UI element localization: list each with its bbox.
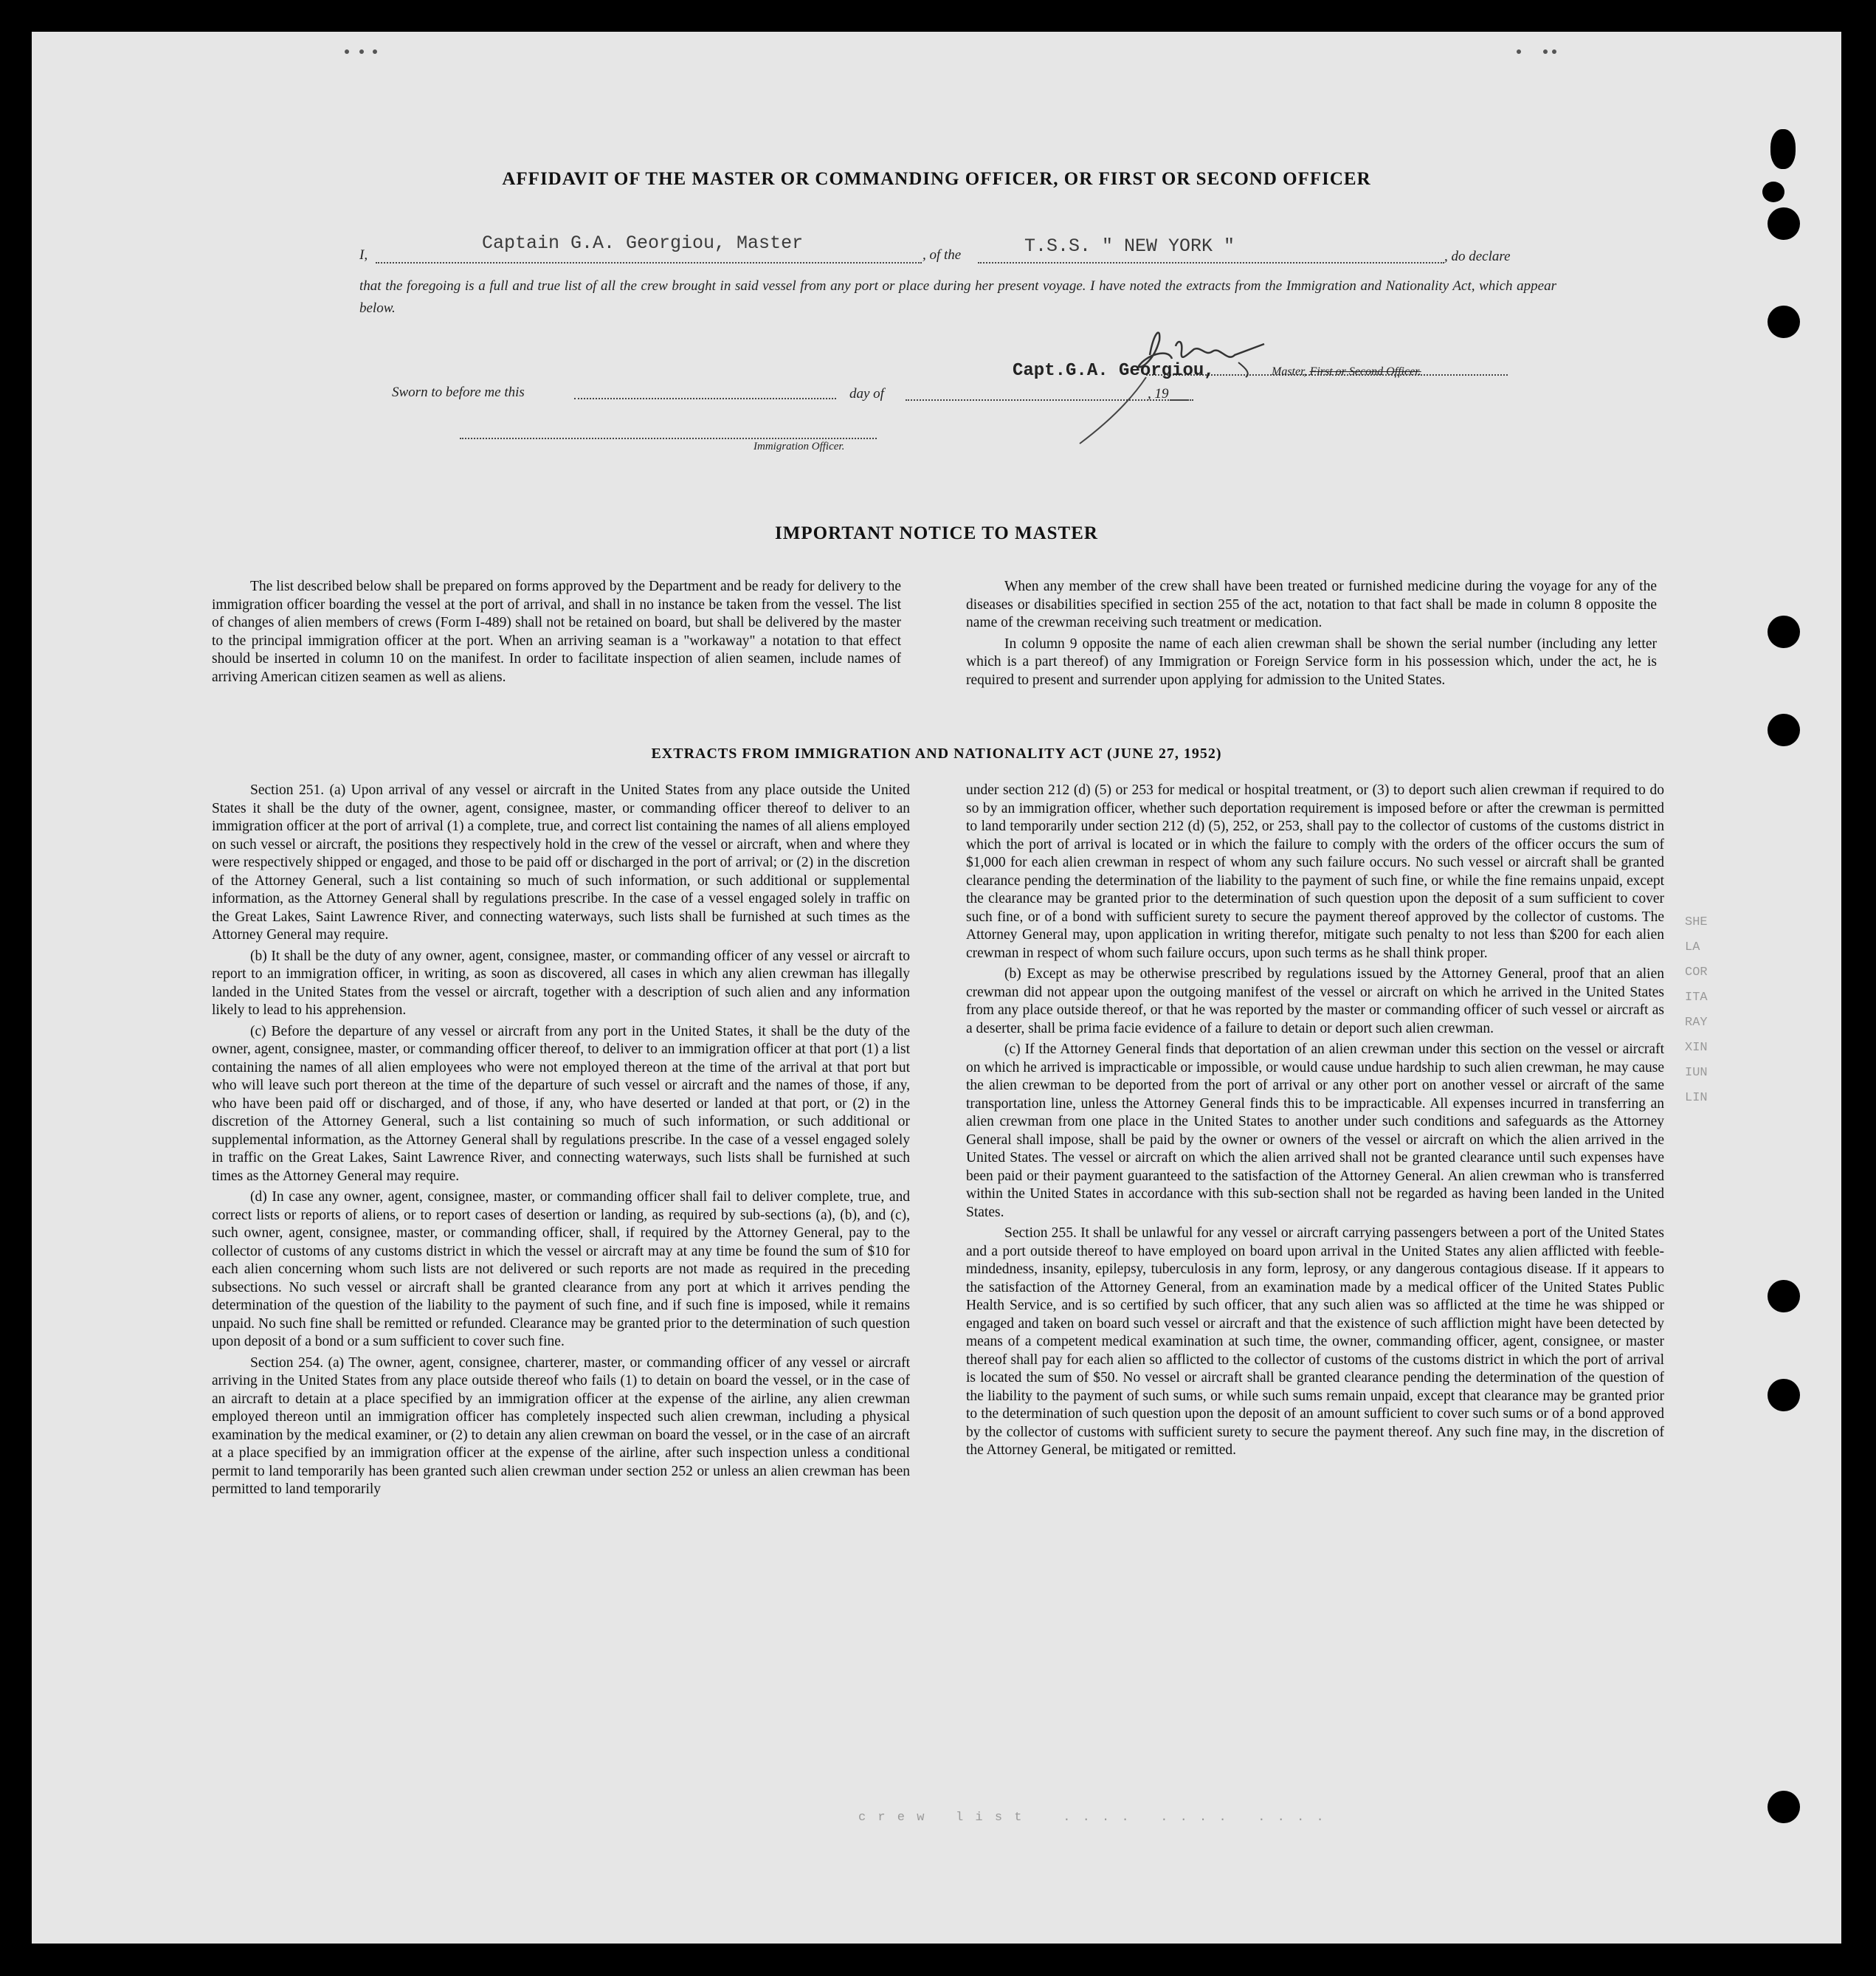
signed-name: Capt.G.A. Georgiou, — [1013, 361, 1215, 381]
notice-left-column — [212, 578, 901, 689]
scan-mark — [359, 49, 364, 54]
notice-paragraph: The list described below shall be prepared on forms approved by the Department and be ready for delivery to the immigration officer boarding the vessel at the port of arrival, and shall in no instance be taken from the vessel. The list of changes of alien members of crews (Form I-489) shall not be retained on board, but shall be delivered by the master to the principal immigration officer at the port. When an arriving seaman is a "workaway" a notation to that effect should be inserted in column 10 on the manifest. In order to facilitate inspection of alien seamen, include names of arriving American citizen seamen as well as aliens. — [212, 579, 901, 685]
extracts-left-column — [212, 782, 910, 1502]
sworn-label: Sworn to before me this — [392, 385, 525, 400]
of-the-label: , of the — [923, 247, 962, 263]
affidavit-i: I, — [359, 247, 368, 263]
notice-paragraph: In column 9 opposite the name of each alien crewman shall be shown the serial number (including any letter which is a part thereof) of any Immigration or Foreign Service form in his possession which, under the act, he is required to present and surrender upon applying for admission to the United States. — [966, 636, 1657, 688]
vessel-dotline — [978, 262, 1444, 264]
section-paragraph: (b) Except as may be otherwise prescribed by regulations issued by the Attorney General, proof that an alien crewman did not appear upon the outgoing manifest of the vessel or aircraft on which he arrived in the United States from any place outside thereof, or that he was reported by the master or commanding officer of such vessel or aircraft as a deserter, shall be prima facie evidence of a failure to detain or deport such alien crewman. — [966, 966, 1664, 1036]
extracts-heading: EXTRACTS FROM IMMIGRATION AND NATIONALITY ACT (JUNE 27, 1952) — [651, 746, 1222, 762]
document-page — [32, 32, 1841, 1944]
punch-hole — [1768, 616, 1800, 648]
section-paragraph: (c) Before the departure of any vessel or aircraft from any port in the United States, it shall be the duty of the owner, agent, consignee, master, or commanding officer thereof, to deliver to an immigration officer at that port (1) a list containing the names of all alien employees who were not employed thereon at the time of the arrival at that port but who will leave such port thereon at the time of the departure of such vessel or aircraft and the names of those, if any, who have been paid off or discharged, and of those, if any, who have deserted or landed at that port, or (2) in the discretion of the Attorney General, such a list containing so much of such information, or such additional or supplemental information, as the Attorney General shall by regulations prescribe. In the case of a vessel engaged solely in traffic on the Great Lakes, Saint Lawrence River, and connecting waterways, such lists shall be furnished at such times as the Attorney General may require. — [212, 1023, 910, 1184]
officer-dotline — [460, 438, 877, 439]
section-paragraph: (b) It shall be the duty of any owner, agent, consignee, master, or commanding officer of any vessel or aircraft to report to an immigration officer, in writing, as soon as discovered, all cases in which any alien crewman has illegally landed in the United States from the vessel or aircraft, together with a description of such alien and any information likely to lead to his apprehension. — [212, 948, 910, 1018]
section-paragraph: under section 212 (d) (5) or 253 for medical or hospital treatment, or (3) to deport such alien crewman if required to do so by an immigration officer, whether such deportation requirement is imposed before or after the crewman is permitted to land temporarily under section 212 (d) (5), 252, or 253, shall pay to the collector of customs of the customs district in which the port of arrival is located or in which the failure to comply with the orders of the officer occurs the sum of $1,000 for each alien crewman in respect of whom any such failure occurs. No such vessel or aircraft shall be granted clearance pending the determination of the liability to the payment of such fine, or while the fine remains unpaid, except the clearance may be granted prior to the determination of such question upon the deposit of a sum sufficient to cover such fine, or of a bond with sufficient surety to secure the payment thereof approved by the collector of customs. The Attorney General may, upon application in writing therefor, mitigate such penalty to not less than $200 for each alien crewman in respect of whom such failure occurs, upon such terms as he shall think proper. — [966, 782, 1664, 961]
declaration-text: that the foregoing is a full and true list of all the crew brought in said vessel from any port or place during her present voyage. I have noted the extracts from the Immigration and Nationality Act, which appear below. — [359, 278, 1556, 316]
vessel-name: T.S.S. " NEW YORK " — [1024, 235, 1235, 257]
scan-mark — [373, 49, 377, 54]
immigration-officer-label: Immigration Officer. — [753, 441, 845, 452]
handwritten-signature — [1050, 311, 1286, 458]
punch-hole — [1768, 1791, 1800, 1823]
punch-hole — [1768, 306, 1800, 338]
punch-hole — [1770, 129, 1796, 169]
scan-mark — [345, 49, 349, 54]
year-prefix: , 19 — [1148, 386, 1169, 402]
master-title: Master, — [1272, 365, 1307, 378]
section-paragraph: Section 254. (a) The owner, agent, consignee, charterer, master, or commanding officer of any vessel or aircraft arriving in the United States from any place outside thereof who fails (1) to detain on board the vessel, or in the case of an aircraft to detain at a place specified by an immigration officer at the expense of the airline, any alien crewman employed thereon until an immigration officer has completely inspected such alien crewman, including a physical examination by the medical examiner, or (2) to detain any alien crewman on board the vessel, or in the case of an aircraft at a place specified by an immigration officer at the expense of the airline, after such inspection unless a conditional permit to land temporarily has been granted such alien crewman under section 252 or unless an alien crewman has been permitted to land temporarily — [212, 1354, 910, 1497]
sworn-dotline — [574, 398, 836, 399]
section-paragraph: Section 251. (a) Upon arrival of any vessel or aircraft in the United States from any place outside the United States it shall be the duty of the owner, agent, consignee, master, or commanding officer thereof to deliver to an immigration officer at the port of arrival (1) a complete, true, and correct list containing the names of all aliens employed on such vessel or aircraft, the positions they respectively hold in the crew of the vessel or aircraft, when and where they were respectively shipped or engaged, and those to be paid off or discharged in the port of arrival; or (2) in the discretion of the Attorney General, such a list containing so much of such information, or such additional or supplemental information, as the Attorney General shall by regulations prescribe. In the case of a vessel engaged solely in traffic on the Great Lakes, Saint Lawrence River, and connecting waterways, such lists shall be furnished at such times as the Attorney General may require. — [212, 782, 910, 943]
punch-hole — [1768, 1379, 1800, 1411]
do-declare-label: , do declare — [1444, 249, 1511, 264]
punch-hole — [1768, 1280, 1800, 1312]
struck-title: First or Second Officer. — [1309, 365, 1421, 378]
officer-title — [1272, 365, 1421, 379]
scan-mark — [1517, 49, 1521, 54]
extracts-right-column — [966, 782, 1664, 1463]
bleed-through-text: c r e w l i s t . . . . . . . . . . . . — [858, 1811, 1326, 1825]
scan-mark — [1543, 49, 1548, 54]
notice-heading: IMPORTANT NOTICE TO MASTER — [775, 523, 1098, 543]
punch-hole — [1768, 714, 1800, 746]
section-paragraph: (c) If the Attorney General finds that deportation of an alien crewman under this section on the vessel or aircraft on which he arrived is impracticable or impossible, or would cause undue hardship to such alien crewman, he may cause the alien crewman to be deported from the port of arrival or any other port on another vessel or aircraft of the same transportation line, unless the Attorney General finds this to be impracticable. All expenses incurred in transferring an alien crewman from one place in the United States to another under such conditions and safeguards as the Attorney General shall impose, shall be paid by the owner or owners of the vessel or aircraft on which the alien arrived in the United States. The vessel or aircraft on which the alien arrived shall not be granted clearance until such expenses have been paid or their payment guaranteed to the satisfaction of the Attorney General. An alien crewman who is transferred within the United States in accordance with this sub-section shall not be regarded as having been landed in the United States. — [966, 1042, 1664, 1220]
section-paragraph: Section 255. It shall be unlawful for any vessel or aircraft carrying passengers between a port of the United States and a port outside thereof to have employed on board upon arrival in the United States any alien afflicted with feeble-mindedness, insanity, epilepsy, tuberculosis in any form, leprosy, or any dangerous contagious disease. If it appears to the satisfaction of the Attorney General, from an examination made by a medical officer of the United States Public Health Service, and is so certified by such officer, that any such alien was so afflicted at the time he was shipped or engaged and taken on board such vessel or aircraft and that the existence of such affliction might have been detected by means of a competent medical examination at such time, the owner, commanding officer, agent, consignee, or master thereof shall pay for each alien so afflicted to the collector of customs of the customs district in which the port of arrival is located the sum of $50. No vessel or aircraft shall be granted clearance pending the determination of the question of the liability to the payment of such sums, or while such sums remain unpaid, except that clearance may be granted prior to the determination of such question upon the deposit of an amount sufficient to cover such sums or of a bond approved by the collector of customs with sufficient surety to secure the payment thereof. Any such fine may, in the discretion of the Attorney General, be mitigated or remitted. — [966, 1225, 1664, 1458]
section-paragraph: (d) In case any owner, agent, consignee, master, or commanding officer shall fail to deliver complete, true, and correct lists or reports of aliens, or to report cases of desertion or landing, as required by sub-sections (a), (b), and (c), such owner, agent, consignee, master, or commanding officer, shall, if required by the Attorney General, pay to the collector of customs of any customs district in which the vessel or aircraft may at any time be found the sum of $10 for each alien concerning whom such lists are not delivered or such reports are not made as required in the preceding subsections. No such vessel or aircraft shall be granted clearance from any port at which it arrives pending the determination of the question of the liability to the payment of such fine, and if such fine is imposed, while it remains unpaid. No such fine shall be remitted or refunded. Clearance may be granted prior to the determination of such question upon deposit of a bond or a sum sufficient to cover such fine. — [212, 1189, 910, 1349]
notice-paragraph: When any member of the crew shall have been treated or furnished medicine during the voyage for any of the diseases or disabilities specified in section 255 of the act, notation to that fact shall be made in column 8 opposite the name of the crewman receiving such treatment or medication. — [966, 579, 1657, 630]
bleed-through-text: SHE LA COR ITA RAY XIN IUN LIN — [1685, 915, 1708, 1105]
affidavit-heading: AFFIDAVIT OF THE MASTER OR COMMANDING OFFICER, OR FIRST OR SECOND OFFICER — [502, 169, 1371, 189]
master-name: Captain G.A. Georgiou, Master — [482, 233, 804, 254]
day-of-label: day of — [849, 386, 884, 402]
scan-mark — [1552, 49, 1556, 54]
notice-right-column — [966, 578, 1657, 692]
punch-hole — [1768, 207, 1800, 240]
name-dotline — [376, 262, 922, 264]
